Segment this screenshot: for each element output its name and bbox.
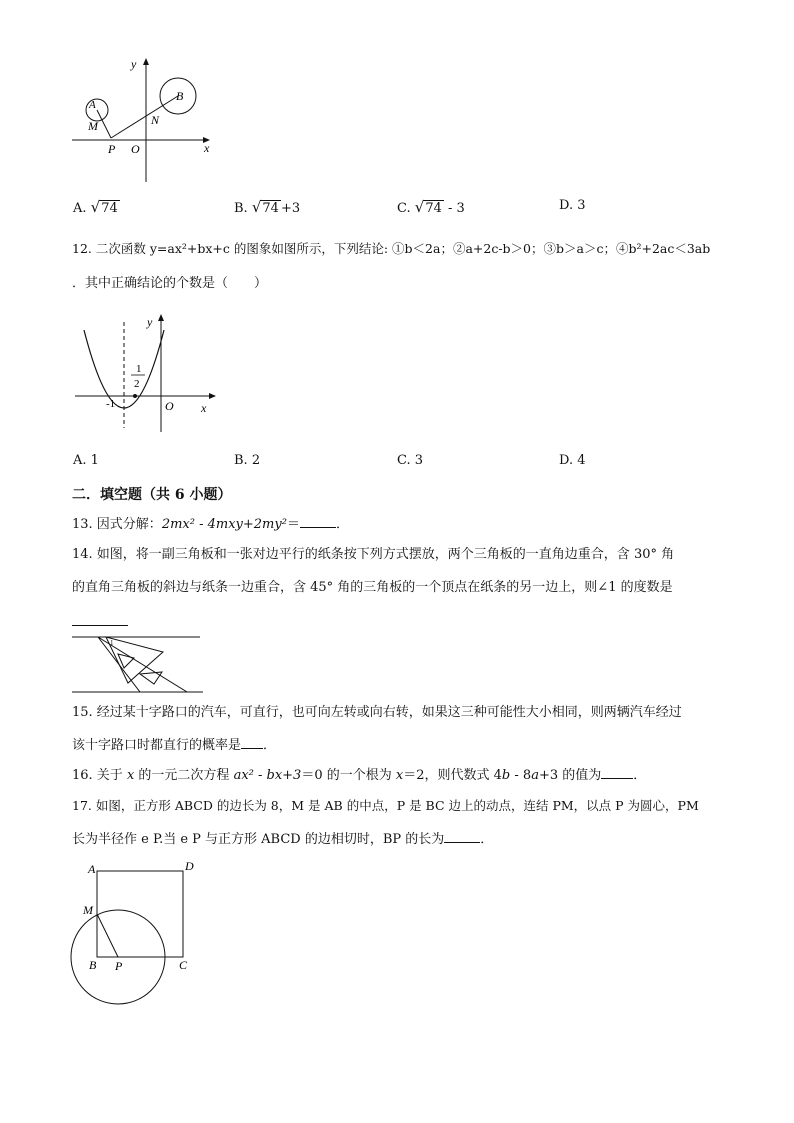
q16-equation: ax² - bx+3	[233, 768, 302, 783]
q11-label-n: N	[151, 113, 160, 127]
q17-line2-text: 长为半径作 e P.当 e P 与正方形 ABCD 的边相切时，BP 的长为	[72, 832, 445, 847]
radicand: 74	[262, 201, 279, 216]
q12-option-a	[73, 453, 99, 468]
q16	[72, 766, 646, 784]
q11-y-arrow	[143, 58, 149, 65]
q11-label-p: P	[108, 142, 116, 156]
option-text: 3	[414, 453, 424, 468]
q13-answer-blank[interactable]	[300, 515, 336, 528]
option-text: 2	[251, 453, 261, 468]
q11-figure	[62, 52, 222, 186]
q16-mid2: ＝0 的一个根为	[301, 768, 396, 783]
q13-end: ．	[335, 517, 349, 532]
q15-line1: 15. 经过某十字路口的汽车，可直行，也可向左转或向右转，如果这三种可能性大小相同，则两辆汽车经过	[72, 705, 682, 720]
q17-square	[97, 871, 183, 957]
option-letter: C.	[397, 201, 411, 216]
q14-angle-label: 1	[110, 639, 114, 647]
q16-mid4: - 8	[510, 768, 532, 783]
q17-figure	[66, 856, 202, 1008]
q12-option-d	[559, 453, 586, 468]
q12-figure	[70, 310, 220, 435]
option-suffix: +3	[280, 201, 301, 216]
q11-segment-pb	[111, 96, 178, 138]
q17-end: ．	[480, 832, 494, 847]
q12-option-c	[397, 453, 423, 468]
q17-segment-pm	[97, 914, 118, 957]
q15-answer-blank[interactable]	[241, 736, 263, 749]
q13	[72, 515, 349, 533]
q12-label-y: y	[147, 315, 153, 329]
q16-root: x	[395, 768, 404, 783]
q17-label-c: C	[179, 958, 188, 972]
q11-label-o: O	[131, 142, 140, 156]
q11-option-d	[559, 198, 586, 213]
q16-expr-a: a	[531, 768, 539, 783]
q12-line2: ．其中正确结论的个数是（ ）	[72, 276, 268, 291]
q13-prefix: 13. 因式分解：	[72, 517, 162, 532]
q12-label-o: O	[165, 399, 174, 413]
q14-triangle-45-hole	[140, 672, 162, 684]
q17-answer-blank[interactable]	[444, 830, 480, 843]
option-letter: B.	[234, 453, 248, 468]
sqrt-icon: √	[414, 198, 425, 216]
q11-option-a	[73, 198, 120, 216]
q12-label-x: x	[201, 401, 207, 415]
option-text: 1	[90, 453, 99, 468]
option-text: 4	[577, 453, 586, 468]
q12-frac-den: 2	[134, 378, 140, 390]
option-suffix: - 3	[448, 201, 465, 216]
q11-segment-am	[97, 110, 111, 138]
q17-label-p: P	[115, 959, 123, 973]
q17-line2	[72, 830, 493, 848]
q12-point	[133, 394, 137, 398]
sqrt-icon: √	[251, 198, 262, 216]
q14-figure	[70, 628, 210, 698]
option-letter: A.	[73, 453, 87, 468]
q17-label-a: A	[88, 862, 96, 876]
q16-prefix: 16. 关于	[72, 768, 127, 783]
radicand: 74	[425, 201, 442, 216]
option-letter: B.	[234, 201, 248, 216]
q11-option-c	[397, 198, 465, 216]
q15-line2	[72, 736, 276, 754]
q17-label-d: D	[185, 859, 194, 873]
q12-frac-num: 1	[136, 363, 142, 375]
option-text: 3	[577, 198, 586, 213]
q11-label-b: B	[176, 89, 184, 103]
q12-label-neg1: -1	[106, 398, 116, 410]
q16-expr-b: b	[501, 768, 511, 783]
q11-label-m: M	[88, 119, 98, 133]
q17-label-m: M	[83, 903, 93, 917]
q12-y-arrow	[158, 314, 164, 321]
q17-label-b: B	[89, 958, 97, 972]
section-heading: 二．填空题（共 6 小题）	[72, 487, 232, 503]
q17-line1: 17. 如图，正方形 ABCD 的边长为 8，M 是 AB 的中点，P 是 BC 边上的动点，连结 PM，以点 P 为圆心，PM	[72, 798, 699, 813]
option-letter: D.	[559, 198, 574, 213]
q16-end: ．	[633, 768, 647, 783]
sqrt-icon: √	[90, 198, 101, 216]
q11-label-a: A	[89, 99, 96, 111]
q15-line2-text: 该十字路口时都直行的概率是	[72, 738, 242, 753]
q12-line1: 12. 二次函数 y=ax²+bx+c 的图象如图所示，下列结论: ①b＜2a；②a+2c-b＞0；③b＞a＞c；④b²+2ac＜3ab	[72, 241, 711, 256]
q11-label-x: x	[204, 141, 210, 155]
q16-mid3: ＝2，则代数式 4	[403, 768, 502, 783]
radicand: 74	[101, 201, 118, 216]
q13-expr: 2mx² - 4mxy+2my²	[161, 517, 287, 532]
q11-label-y: y	[131, 57, 137, 71]
q14-line2: 的直角三角板的斜边与纸条一边重合，含 45° 角的三角板的一个顶点在纸条的另一边上，则∠1 的度数是	[72, 580, 673, 595]
q14-line1: 14. 如图，将一副三角板和一张对边平行的纸条按下列方式摆放，两个三角板的一直角边重合，含 30° 角	[72, 547, 675, 562]
option-letter: D.	[559, 453, 574, 468]
option-letter: A.	[73, 201, 87, 216]
q13-eq: ＝	[286, 517, 300, 532]
q15-end: ．	[263, 738, 277, 753]
q12-x-arrow	[209, 393, 216, 399]
q16-mid1: 的一元二次方程	[134, 768, 234, 783]
q12-option-b	[234, 453, 260, 468]
q14-answer-blank[interactable]	[72, 613, 128, 626]
q16-mid5: +3 的值为	[538, 768, 602, 783]
option-letter: C.	[397, 453, 411, 468]
q11-option-b	[234, 198, 300, 216]
q16-var-x: x	[126, 768, 135, 783]
q16-answer-blank[interactable]	[601, 766, 633, 779]
